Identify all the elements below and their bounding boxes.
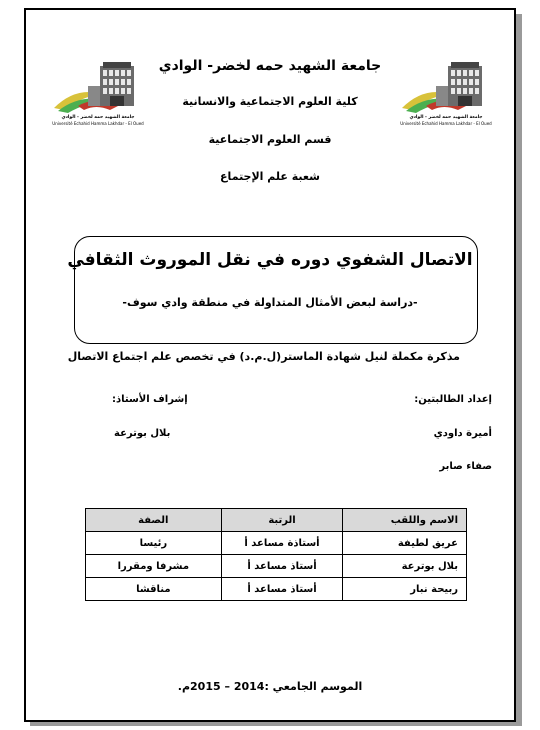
supervisor-label: إشراف الأستاذ: — [112, 394, 188, 405]
member-name: ربيحة نبار — [343, 578, 467, 601]
student-name-1: أميرة داودي — [433, 428, 492, 439]
member-role: مشرفا ومقررا — [86, 555, 222, 578]
committee-table — [85, 508, 467, 601]
header-name: الاسم واللقب — [343, 509, 467, 532]
member-name: عريق لطيفة — [343, 532, 467, 555]
thesis-subtitle: -دراسة لبعض الأمثال المتداولة في منطقة وادي سوف- — [122, 296, 418, 309]
student-name-2: صفاء صابر — [439, 461, 492, 472]
member-role: رئيسا — [86, 532, 222, 555]
students-label: إعداد الطالبتين: — [414, 394, 492, 405]
logo-caption-arabic: جامعة الشهيد حمه لخضر - الوادي — [61, 115, 135, 120]
member-rank: أستاذ مساعد أ — [221, 578, 343, 601]
member-role: مناقشا — [86, 578, 222, 601]
header-role: الصفة — [86, 509, 222, 532]
logo-caption-latin: Université Echahid Hamma Lakhdar - El Oued — [400, 121, 492, 126]
member-name: بلال بوترعة — [343, 555, 467, 578]
supervisor-name: بلال بوترعة — [114, 428, 171, 439]
header-rank: الرتبة — [221, 509, 343, 532]
department-name: قسم العلوم الاجتماعية — [208, 133, 332, 146]
table-row — [86, 578, 467, 601]
table-header-row — [86, 509, 467, 532]
table-row — [86, 555, 467, 578]
table-row — [86, 532, 467, 555]
thesis-title: الاتصال الشفوي دوره في نقل الموروث الثقافي — [67, 250, 473, 270]
logo-caption-arabic: جامعة الشهيد حمه لخضر - الوادي — [409, 115, 483, 120]
logo-caption-latin: Université Echahid Hamma Lakhdar - El Oued — [52, 121, 144, 126]
member-rank: أستاذة مساعد أ — [221, 532, 343, 555]
thesis-note: مذكرة مكملة لنيل شهادة الماستر(ل.م.د) في تخصص علم اجتماع الاتصال — [67, 350, 460, 363]
member-rank: أستاذ مساعد أ — [221, 555, 343, 578]
university-name: جامعة الشهيد حمه لخضر- الوادي — [158, 58, 382, 74]
academic-year: الموسم الجامعي :2014 – 2015م. — [177, 680, 363, 693]
branch-name: شعبة علم الإجتماع — [220, 170, 320, 183]
faculty-name: كلية العلوم الاجتماعية والانسانية — [182, 95, 358, 108]
